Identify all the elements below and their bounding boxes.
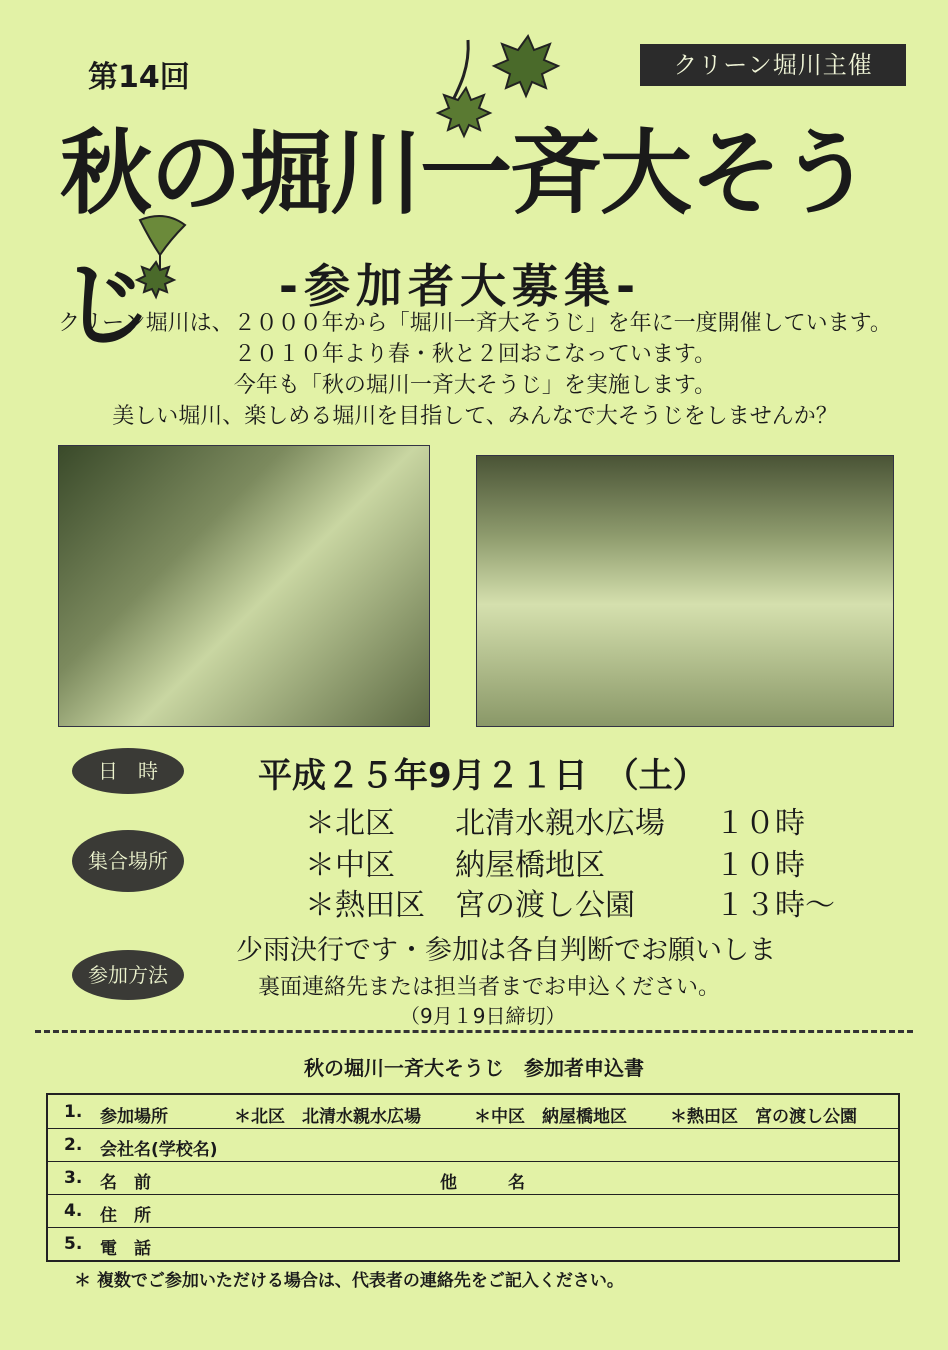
location-time: １０時 xyxy=(715,806,805,841)
location-time: １３時～ xyxy=(715,888,835,923)
location-area: ＊中区 xyxy=(305,848,395,883)
apply-instructions: 裏面連絡先または担当者までお申込ください。 xyxy=(258,975,721,1000)
page-title: 秋の堀川一斉大そうじ xyxy=(60,119,871,359)
cut-line-divider xyxy=(35,1030,913,1033)
form-row-company[interactable] xyxy=(48,1128,898,1162)
datetime-label: 日 時 xyxy=(72,748,184,794)
sponsor-badge: クリーン堀川主催 xyxy=(640,44,906,86)
form-row-number: 3. xyxy=(64,1168,83,1188)
cleanup-photo-riverbank xyxy=(58,445,430,727)
page-subtitle: -参加者大募集- xyxy=(278,259,642,313)
form-row-label: 住 所 xyxy=(100,1206,151,1226)
location-area: ＊北区 xyxy=(305,806,395,841)
event-date: 平成２５年9月２１日 （土） xyxy=(258,756,707,796)
place-option-atsuta[interactable]: ＊熱田区 宮の渡し公園 xyxy=(670,1107,857,1127)
intro-line: 美しい堀川、楽しめる堀川を目指して、みんなで大そうじをしませんか？ xyxy=(112,404,838,429)
intro-line: 今年も「秋の堀川一斉大そうじ」を実施します。 xyxy=(233,373,717,398)
how-to-join-label: 参加方法 xyxy=(72,950,184,1000)
form-row-place xyxy=(48,1095,898,1129)
form-row-label: 名 前 xyxy=(100,1173,151,1193)
form-title: 秋の堀川一斉大そうじ 参加者申込書 xyxy=(304,1056,644,1080)
cleanup-photo-boat xyxy=(476,455,894,727)
location-time: １０時 xyxy=(715,848,805,883)
form-row-label: 会社名(学校名) xyxy=(100,1140,218,1160)
place-option-kita[interactable]: ＊北区 北清水親水広場 xyxy=(234,1107,421,1127)
form-row-others-count: 他 名 xyxy=(440,1173,525,1193)
form-footnote: ＊ 複数でご参加いただける場合は、代表者の連絡先をご記入ください。 xyxy=(74,1271,624,1291)
form-row-address[interactable] xyxy=(48,1194,898,1228)
form-row-number: 1. xyxy=(64,1102,83,1122)
place-option-naka[interactable]: ＊中区 納屋橋地区 xyxy=(474,1107,627,1127)
location-place: 宮の渡し公園 xyxy=(455,888,635,923)
edition-label: 第14回 xyxy=(88,60,190,95)
intro-text xyxy=(40,308,910,432)
rain-policy-note: 少雨決行です・参加は各自判断でお願いしま xyxy=(236,935,776,966)
location-place: 北清水親水広場 xyxy=(455,806,665,841)
form-row-phone[interactable] xyxy=(48,1227,898,1260)
form-row-number: 4. xyxy=(64,1201,83,1221)
application-deadline: （9月１9日締切） xyxy=(400,1004,566,1028)
form-row-number: 5. xyxy=(64,1234,83,1254)
meeting-place-label: 集合場所 xyxy=(72,830,184,892)
intro-line: クリーン堀川は、２０００年から「堀川一斉大そうじ」を年に一度開催しています。 xyxy=(58,311,892,336)
form-row-number: 2. xyxy=(64,1135,83,1155)
application-form xyxy=(46,1093,900,1262)
location-area: ＊熱田区 xyxy=(305,888,425,923)
form-row-name[interactable] xyxy=(48,1161,898,1195)
location-place: 納屋橋地区 xyxy=(455,848,605,883)
intro-line: ２０１０年より春・秋と２回おこなっています。 xyxy=(233,342,717,367)
form-row-label: 電 話 xyxy=(100,1239,151,1259)
form-row-label: 参加場所 xyxy=(100,1107,168,1127)
